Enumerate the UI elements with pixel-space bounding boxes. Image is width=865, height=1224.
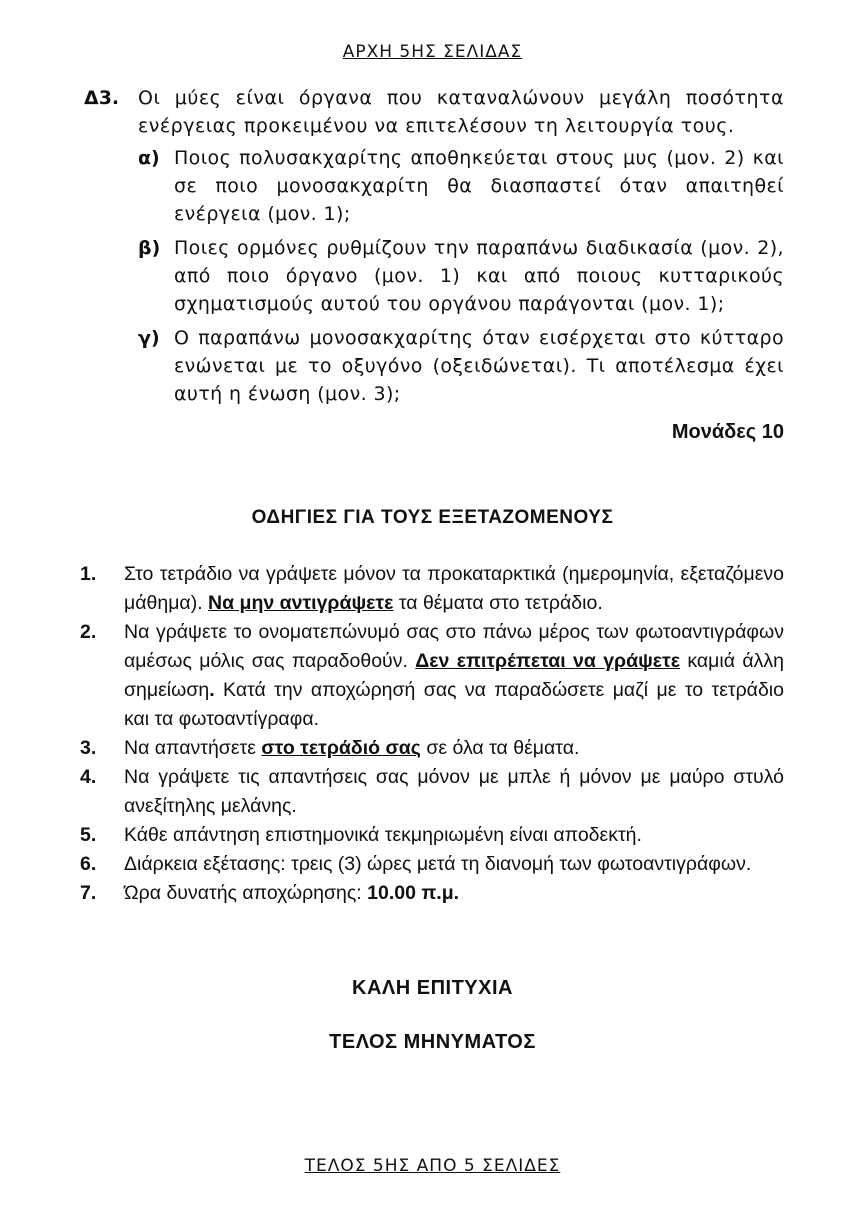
- subquestion-text: Ποιος πολυσακχαρίτης αποθηκεύεται στους μυς (μον. 2) και σε ποιο μονοσακχαρίτη θα διασπαστεί όταν απαιτηθεί ενέργεια (μον. 1);: [174, 147, 784, 225]
- end-message-text: ΤΕΛΟΣ ΜΗΝΥΜΑΤΟΣ: [329, 1031, 536, 1053]
- instruction-item: [80, 618, 784, 734]
- subquestion-label: β): [138, 237, 161, 259]
- subquestion-c: [138, 324, 784, 408]
- instruction-text: [124, 618, 784, 734]
- page-header: ΑΡΧΗ 5ΗΣ ΣΕΛΙΔΑΣ: [342, 42, 523, 62]
- instruction-item: [80, 879, 784, 908]
- instruction-number: 5.: [80, 824, 97, 846]
- instruction-number: 1.: [80, 563, 97, 585]
- instruction-number: 3.: [80, 737, 97, 759]
- instruction-number: 2.: [80, 621, 97, 643]
- instructions-list: [80, 560, 784, 908]
- instruction-text: Να γράψετε τις απαντήσεις σας μόνον με μπλε ή μόνον με μαύρο στυλό ανεξίτηλης μελάνης.: [124, 766, 784, 817]
- instruction-text: Διάρκεια εξέτασης: τρεις (3) ώρες μετά τη διανομή των φωτοαντιγράφων.: [124, 853, 752, 875]
- subquestion-b: [138, 234, 784, 318]
- instruction-item: [80, 763, 784, 821]
- instruction-number: 4.: [80, 766, 97, 788]
- instruction-item: [80, 560, 784, 618]
- question-row: [84, 84, 784, 140]
- instruction-item: [80, 821, 784, 850]
- instruction-text: Κάθε απάντηση επιστημονικά τεκμηριωμένη είναι αποδεκτή.: [124, 824, 642, 846]
- instruction-text: [124, 734, 784, 763]
- question-label: Δ3.: [84, 87, 120, 109]
- instruction-text-part: Κατά την αποχώρησή σας να παραδώσετε μαζί με το τετράδιο και τα φωτοαντίγραφα.: [124, 679, 784, 730]
- instruction-text-part: Να απαντήσετε: [124, 737, 262, 759]
- subquestion-text: Ποιες ορμόνες ρυθμίζουν την παραπάνω διαδικασία (μον. 2), από ποιο όργανο (μον. 1) και από ποιους κυτταρικούς σχηματισμούς αυτού του οργάνου παράγονται (μον. 1);: [174, 237, 784, 315]
- instruction-text-part: Στο τετράδιο να γράψετε μόνον τα προκαταρκτικά (ημερομηνία, εξεταζόμενο μάθημα).: [124, 563, 784, 614]
- departure-time: 10.00 π.μ.: [367, 882, 460, 904]
- page-footer: ΤΕΛΟΣ 5ΗΣ ΑΠΟ 5 ΣΕΛΙΔΕΣ: [304, 1156, 561, 1176]
- question-text: Οι μύες είναι όργανα που καταναλώνουν μεγάλη ποσότητα ενέργειας προκειμένου να επιτελέσουν τη λειτουργία τους.: [138, 87, 784, 137]
- instruction-emphasis: Να μην αντιγράψετε: [208, 592, 394, 614]
- instruction-text-part: σε όλα τα θέματα.: [420, 737, 580, 759]
- instruction-text: [124, 879, 784, 908]
- instruction-text-part: καμιά άλλη σημείωση: [124, 650, 784, 701]
- question-d3: [84, 84, 784, 446]
- instruction-text-part: Ώρα δυνατής αποχώρησης:: [124, 882, 368, 904]
- instruction-number: 7.: [80, 882, 97, 904]
- instruction-emphasis: στο τετράδιό σας: [261, 737, 421, 759]
- instruction-text-part: Να γράψετε το ονοματεπώνυμό σας στο πάνω μέρος των φωτοαντιγράφων αμέσως μόλις σας παραδοθούν.: [124, 621, 784, 672]
- instruction-text-part: τα θέματα στο τετράδιο.: [393, 592, 603, 614]
- instruction-emphasis: Δεν επιτρέπεται να γράψετε: [415, 650, 681, 672]
- marks-total: Μονάδες 10: [671, 421, 784, 443]
- good-luck-text: ΚΑΛΗ ΕΠΙΤΥΧΙΑ: [352, 977, 513, 999]
- subquestion-label: α): [138, 147, 160, 169]
- subquestion-label: γ): [138, 327, 160, 349]
- instruction-bold-dot: .: [209, 679, 215, 701]
- instructions-title: ΟΔΗΓΙΕΣ ΓΙΑ ΤΟΥΣ ΕΞΕΤΑΖΟΜΕΝΟΥΣ: [251, 507, 614, 528]
- subquestion-a: [138, 144, 784, 228]
- subquestion-text: Ο παραπάνω μονοσακχαρίτης όταν εισέρχεται στο κύτταρο ενώνεται με το οξυγόνο (οξειδώνεται). Τι αποτέλεσμα έχει αυτή η ένωση (μον. 3);: [174, 327, 784, 405]
- instruction-text: [124, 560, 784, 618]
- instruction-item: [80, 850, 784, 879]
- instruction-number: 6.: [80, 853, 97, 875]
- instruction-item: [80, 734, 784, 763]
